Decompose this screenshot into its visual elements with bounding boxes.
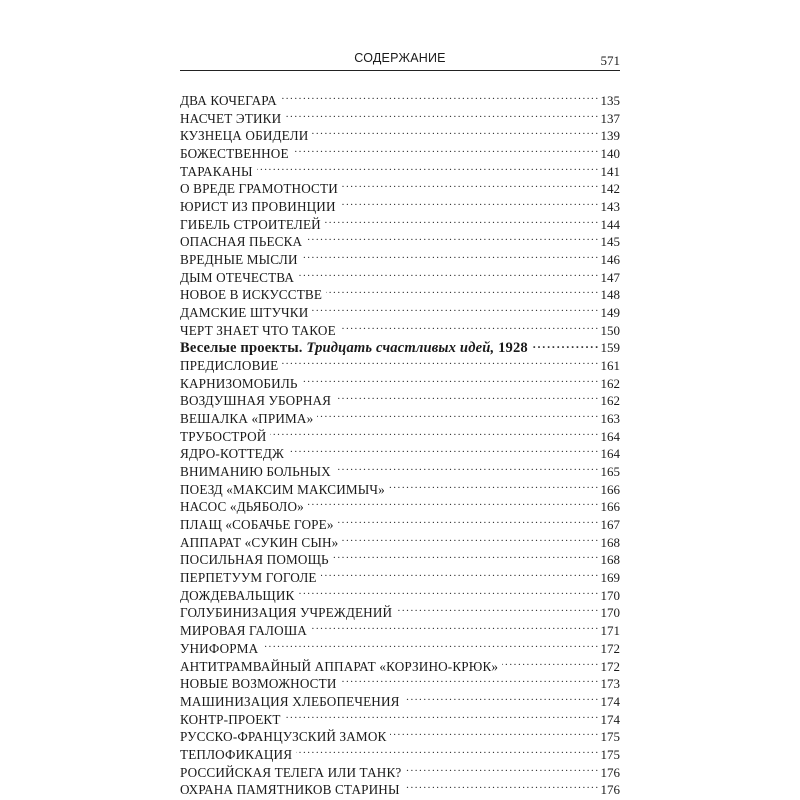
toc-entry <box>180 549 620 567</box>
dot-leader <box>257 161 598 176</box>
toc-page-number: 164 <box>600 446 620 462</box>
dot-leader <box>302 249 598 264</box>
dot-leader <box>296 744 597 759</box>
toc-entry <box>180 779 620 797</box>
toc-entry-title: УНИФОРМА <box>180 640 259 656</box>
toc-entry <box>180 461 620 479</box>
toc-page-number: 142 <box>600 181 620 197</box>
toc-entry-title: АНТИТРАМВАЙНЫЙ АППАРАТ «КОРЗИНО-КРЮК» <box>180 658 499 674</box>
dot-leader <box>317 408 597 423</box>
toc-entry <box>180 496 620 514</box>
toc-page-number: 135 <box>600 93 620 108</box>
toc-page-number: 148 <box>600 287 620 303</box>
toc-entry-title: ТРУБОСТРОЙ <box>180 428 267 444</box>
toc-entry <box>180 178 620 196</box>
toc-page-number: 172 <box>600 658 620 674</box>
dot-leader <box>285 709 598 724</box>
toc-entry <box>180 479 620 497</box>
dot-leader <box>282 355 597 370</box>
dot-leader <box>335 461 598 476</box>
dot-leader <box>340 196 598 211</box>
toc-page-number: 166 <box>600 499 620 515</box>
toc-entry-title: БОЖЕСТВЕННОЕ <box>180 146 289 162</box>
toc-entry <box>180 709 620 727</box>
toc-page-number: 170 <box>600 587 620 603</box>
dot-leader <box>306 231 597 246</box>
toc-entry-title: ПОЕЗД «МАКСИМ МАКСИМЫЧ» <box>180 481 385 497</box>
toc-page-number: 176 <box>600 764 620 780</box>
toc-page-number: 167 <box>600 517 620 533</box>
toc-entry-title: ВНИМАНИЮ БОЛЬНЫХ <box>180 464 331 480</box>
toc-page-number: 144 <box>600 216 620 232</box>
toc-entry-title: ТАРАКАНЫ <box>180 163 253 179</box>
toc-entry <box>180 426 620 444</box>
dot-leader <box>302 373 598 388</box>
toc-page-number: 164 <box>600 428 620 444</box>
dot-leader <box>325 214 598 229</box>
toc-entry <box>180 602 620 620</box>
dot-leader <box>270 426 597 441</box>
dot-leader <box>335 390 597 405</box>
toc-entry-title: О ВРЕДЕ ГРАМОТНОСТИ <box>180 181 338 197</box>
toc-page-number: 174 <box>600 711 620 727</box>
toc-page-number: 165 <box>600 464 620 480</box>
toc-entry-title: ВЕШАЛКА «ПРИМА» <box>180 411 314 427</box>
toc-entry-title: КОНТР-ПРОЕКТ <box>180 711 281 727</box>
section-year: 1928 <box>498 340 528 357</box>
toc-entry <box>180 355 620 373</box>
toc-page-number: 161 <box>600 358 620 374</box>
toc-entry-title: МАШИНИЗАЦИЯ ХЛЕБОПЕЧЕНИЯ <box>180 693 400 709</box>
toc-entry-title: ДАМСКИЕ ШТУЧКИ <box>180 305 309 321</box>
toc-page-number: 169 <box>600 570 620 586</box>
toc-entry-title: МИРОВАЯ ГАЛОША <box>180 623 307 639</box>
toc-page-number: 139 <box>600 128 620 144</box>
toc-page-number: 145 <box>600 234 620 250</box>
dot-leader <box>341 673 598 688</box>
toc-entry <box>180 532 620 550</box>
toc-entry-title: КАРНИЗОМОБИЛЬ <box>180 375 298 391</box>
header-rule <box>180 70 620 71</box>
toc-entry-title: НАСОС «ДЬЯБОЛО» <box>180 499 304 515</box>
dot-leader <box>342 532 597 547</box>
dot-leader <box>342 178 598 193</box>
dot-leader <box>298 267 597 282</box>
toc-entry <box>180 691 620 709</box>
dot-leader <box>389 479 598 494</box>
dot-leader <box>299 585 598 600</box>
toc-page-number: 162 <box>600 393 620 409</box>
dot-leader <box>288 443 598 458</box>
toc-entry-title: НОВОЕ В ИСКУССТВЕ <box>180 287 323 303</box>
dot-leader <box>405 762 597 777</box>
toc-entry-title: ДЫМ ОТЕЧЕСТВА <box>180 269 295 285</box>
toc-entry <box>180 267 620 285</box>
toc-entry <box>180 373 620 391</box>
toc-entry <box>180 638 620 656</box>
toc-entry-title: ТЕПЛОФИКАЦИЯ <box>180 746 293 762</box>
toc-entry-title: АППАРАТ «СУКИН СЫН» <box>180 534 339 550</box>
section-title: Веселые проекты. <box>180 340 303 357</box>
toc-page-number: 175 <box>600 746 620 762</box>
toc-page-number: 176 <box>600 782 620 798</box>
toc-page-number: 141 <box>600 163 620 179</box>
toc-entry <box>180 302 620 320</box>
toc-entry-title: ВРЕДНЫЕ МЫСЛИ <box>180 252 298 268</box>
dot-leader <box>390 726 597 741</box>
toc-entry-title: ДВА КОЧЕГАРА <box>180 93 277 108</box>
toc-entry-title: ПОСИЛЬНАЯ ПОМОЩЬ <box>180 552 329 568</box>
toc-entry-title: ПЕРПЕТУУМ ГОГОЛЕ <box>180 570 317 586</box>
toc-entry <box>180 143 620 161</box>
toc-page-number: 159 <box>600 340 620 356</box>
toc-page-number: 175 <box>600 729 620 745</box>
toc-entry <box>180 231 620 249</box>
dot-leader <box>321 567 598 582</box>
toc-entry <box>180 762 620 780</box>
toc-page-number: 162 <box>600 375 620 391</box>
toc-page-number: 174 <box>600 693 620 709</box>
toc-entry <box>180 390 620 408</box>
toc-entry <box>180 656 620 674</box>
running-title: СОДЕРЖАНИЕ <box>354 51 446 65</box>
toc-entry-title: ОХРАНА ПАМЯТНИКОВ СТАРИНЫ <box>180 782 400 798</box>
dot-leader <box>312 125 597 140</box>
toc-entry-title: НАСЧЕТ ЭТИКИ <box>180 110 282 126</box>
toc-page-number: 150 <box>600 322 620 338</box>
toc-page-number: 166 <box>600 481 620 497</box>
section-subtitle: Тридцать счастливых идей, <box>306 340 495 357</box>
toc-entry-title: КУЗНЕЦА ОБИДЕЛИ <box>180 128 309 144</box>
toc-entry <box>180 320 620 338</box>
toc-page-number: 137 <box>600 110 620 126</box>
dot-leader <box>333 549 598 564</box>
toc-entry-title: ВОЗДУШНАЯ УБОРНАЯ <box>180 393 332 409</box>
toc-entry-title: РОССИЙСКАЯ ТЕЛЕГА ИЛИ ТАНК? <box>180 764 402 780</box>
toc-entry <box>180 90 620 108</box>
toc-page-number: 168 <box>600 534 620 550</box>
dot-leader <box>308 496 598 511</box>
toc-entry-title: ПРЕДИСЛОВИЕ <box>180 358 279 374</box>
toc-entry <box>180 744 620 762</box>
toc-page-number: 171 <box>600 623 620 639</box>
toc-entry-title: НОВЫЕ ВОЗМОЖНОСТИ <box>180 676 337 692</box>
toc-entry <box>180 443 620 461</box>
dot-leader <box>281 90 598 105</box>
dot-leader <box>532 337 598 352</box>
toc-entry <box>180 673 620 691</box>
toc-page-number: 172 <box>600 640 620 656</box>
toc-entry-title: РУССКО-ФРАНЦУЗСКИЙ ЗАМОК <box>180 729 387 745</box>
dot-leader <box>293 143 598 158</box>
toc-entry-title: ДОЖДЕВАЛЬЩИК <box>180 587 295 603</box>
toc-entry <box>180 214 620 232</box>
toc-page-number: 173 <box>600 676 620 692</box>
toc-entry <box>180 514 620 532</box>
dot-leader <box>262 638 597 653</box>
dot-leader <box>404 691 598 706</box>
toc-entry-title: ГОЛУБИНИЗАЦИЯ УЧРЕЖДЕНИЙ <box>180 605 393 621</box>
dot-leader <box>396 602 597 617</box>
toc-entry <box>180 726 620 744</box>
toc-entry <box>180 125 620 143</box>
toc-page-number: 168 <box>600 552 620 568</box>
toc-entry <box>180 585 620 603</box>
dot-leader <box>340 320 598 335</box>
dot-leader <box>338 514 598 529</box>
dot-leader <box>311 620 598 635</box>
table-of-contents <box>180 90 620 797</box>
toc-entry-title: ЧЕРТ ЗНАЕТ ЧТО ТАКОЕ <box>180 322 336 338</box>
toc-entry <box>180 620 620 638</box>
dot-leader <box>312 302 597 317</box>
toc-entry <box>180 249 620 267</box>
toc-page-number: 147 <box>600 269 620 285</box>
toc-entry-title: ЮРИСТ ИЗ ПРОВИНЦИИ <box>180 199 336 215</box>
dot-leader <box>326 284 597 299</box>
dot-leader <box>404 779 598 794</box>
toc-page-number: 163 <box>600 411 620 427</box>
toc-page-number: 146 <box>600 252 620 268</box>
toc-page-number: 170 <box>600 605 620 621</box>
toc-entry <box>180 567 620 585</box>
toc-entry <box>180 108 620 126</box>
dot-leader <box>285 108 597 123</box>
toc-entry-title: ЯДРО-КОТТЕДЖ <box>180 446 284 462</box>
toc-entry-title: ГИБЕЛЬ СТРОИТЕЛЕЙ <box>180 216 321 232</box>
toc-entry-title: ОПАСНАЯ ПЬЕСКА <box>180 234 303 250</box>
page-number: 571 <box>600 53 620 68</box>
toc-page-number: 140 <box>600 146 620 162</box>
toc-section-heading <box>180 337 620 355</box>
toc-page-number: 143 <box>600 199 620 215</box>
toc-page-number: 149 <box>600 305 620 321</box>
dot-leader <box>502 656 597 671</box>
toc-entry <box>180 284 620 302</box>
toc-entry <box>180 408 620 426</box>
toc-entry <box>180 161 620 179</box>
running-head <box>180 50 620 70</box>
toc-entry <box>180 196 620 214</box>
toc-entry-title: ПЛАЩ «СОБАЧЬЕ ГОРЕ» <box>180 517 334 533</box>
